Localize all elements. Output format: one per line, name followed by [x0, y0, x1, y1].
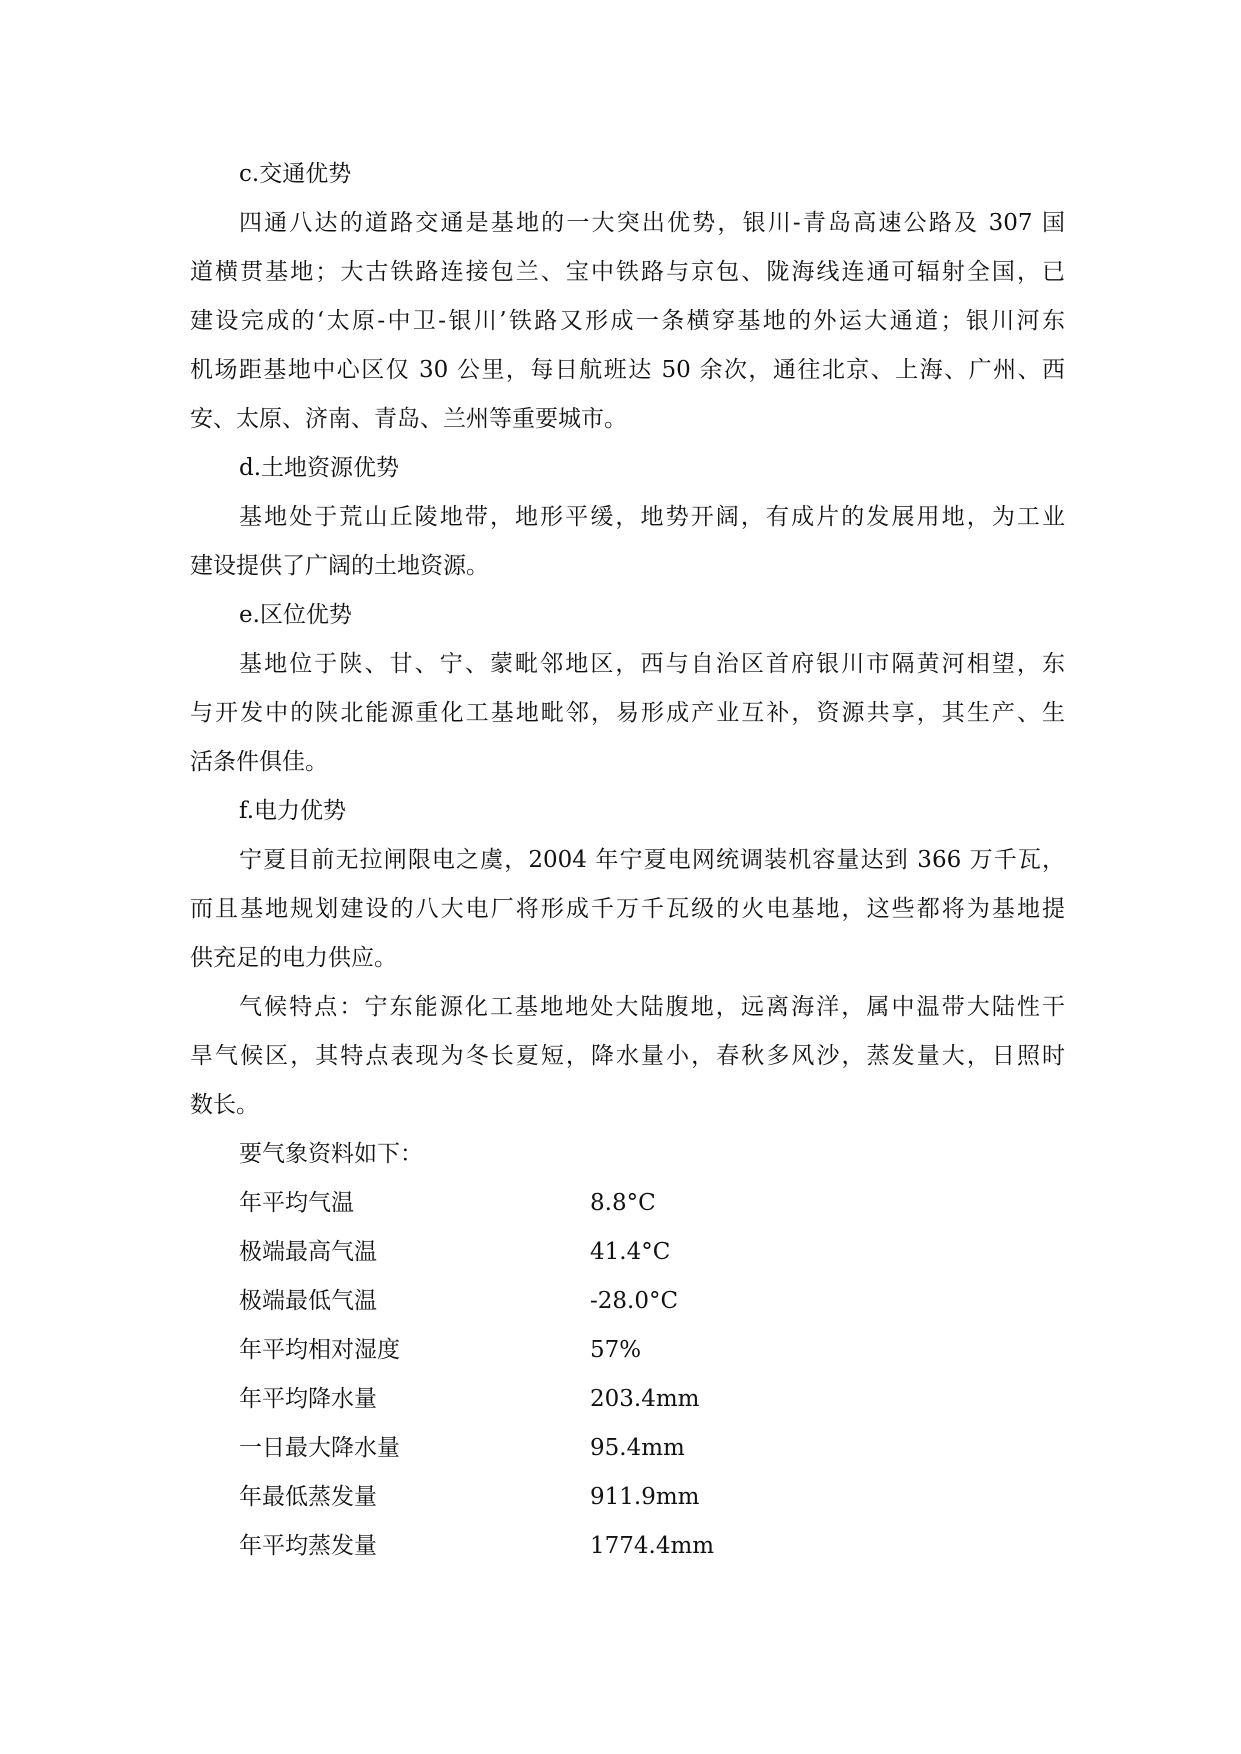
paragraph-line: 活条件俱佳。 [190, 749, 328, 775]
paragraph-line: 气候特点：宁东能源化工基地地处大陆腹地，远离海洋，属中温带大陆性干 [239, 994, 1065, 1020]
paragraph-line: 宁夏目前无拉闸限电之虞，2004 年宁夏电网统调装机容量达到 366 万千瓦， [239, 847, 1065, 873]
section-heading-location: e.区位优势 [239, 602, 352, 628]
table-row [190, 1522, 1065, 1571]
row-label: 年平均降水量 [239, 1386, 377, 1412]
paragraph-line: 安、太原、济南、青岛、兰州等重要城市。 [190, 406, 627, 432]
table-row [190, 1228, 1065, 1277]
paragraph-line: 道横贯基地；大古铁路连接包兰、宝中铁路与京包、陇海线连通可辐射全国，已 [190, 259, 1065, 285]
paragraph-land [190, 493, 1065, 591]
section-heading-power: f.电力优势 [239, 798, 347, 824]
table-row [190, 1179, 1065, 1228]
document-page [190, 150, 1065, 1571]
climate-table-intro: 要气象资料如下： [239, 1141, 423, 1167]
row-value: 1774.4mm [590, 1533, 715, 1559]
row-value: 911.9mm [590, 1484, 700, 1510]
row-label: 一日最大降水量 [239, 1435, 400, 1461]
row-value: 203.4mm [590, 1386, 700, 1412]
section-heading-transport: c.交通优势 [239, 161, 352, 187]
paragraph-line: 建设提供了广阔的土地资源。 [190, 553, 489, 579]
paragraph-line: 而且基地规划建设的八大电厂将形成千万千瓦级的火电基地，这些都将为基地提 [190, 896, 1065, 922]
paragraph-power [190, 836, 1065, 983]
table-row [190, 1277, 1065, 1326]
paragraph-line: 基地处于荒山丘陵地带，地形平缓，地势开阔，有成片的发展用地，为工业 [239, 504, 1065, 530]
row-value: 57% [590, 1337, 642, 1363]
row-value: -28.0°C [590, 1288, 679, 1314]
row-label: 年平均蒸发量 [239, 1533, 377, 1559]
row-value: 95.4mm [590, 1435, 685, 1461]
row-value: 41.4°C [590, 1239, 671, 1265]
table-row [190, 1473, 1065, 1522]
row-label: 年平均相对湿度 [239, 1337, 400, 1363]
paragraph-line: 与开发中的陕北能源重化工基地毗邻，易形成产业互补，资源共享，其生产、生 [190, 700, 1065, 726]
paragraph-transport [190, 199, 1065, 444]
row-label: 极端最高气温 [239, 1239, 377, 1265]
row-label: 极端最低气温 [239, 1288, 377, 1314]
paragraph-line: 数长。 [190, 1092, 259, 1118]
paragraph-line: 机场距基地中心区仅 30 公里，每日航班达 50 余次，通往北京、上海、广州、西 [190, 357, 1065, 383]
paragraph-line: 基地位于陕、甘、宁、蒙毗邻地区，西与自治区首府银川市隔黄河相望，东 [239, 651, 1065, 677]
section-heading-land: d.土地资源优势 [239, 455, 400, 481]
paragraph-line: 四通八达的道路交通是基地的一大突出优势，银川-青岛高速公路及 307 国 [239, 210, 1065, 236]
paragraph-climate [190, 983, 1065, 1130]
row-label: 年最低蒸发量 [239, 1484, 377, 1510]
table-row [190, 1375, 1065, 1424]
paragraph-line: 建设完成的‘太原-中卫-银川’铁路又形成一条横穿基地的外运大通道；银川河东 [190, 308, 1065, 334]
paragraph-location [190, 640, 1065, 787]
row-label: 年平均气温 [239, 1190, 354, 1216]
table-row [190, 1424, 1065, 1473]
table-row [190, 1326, 1065, 1375]
paragraph-line: 旱气候区，其特点表现为冬长夏短，降水量小，春秋多风沙，蒸发量大，日照时 [190, 1043, 1065, 1069]
climate-data-table [190, 1179, 1065, 1571]
row-value: 8.8°C [590, 1190, 656, 1216]
paragraph-line: 供充足的电力供应。 [190, 945, 397, 971]
